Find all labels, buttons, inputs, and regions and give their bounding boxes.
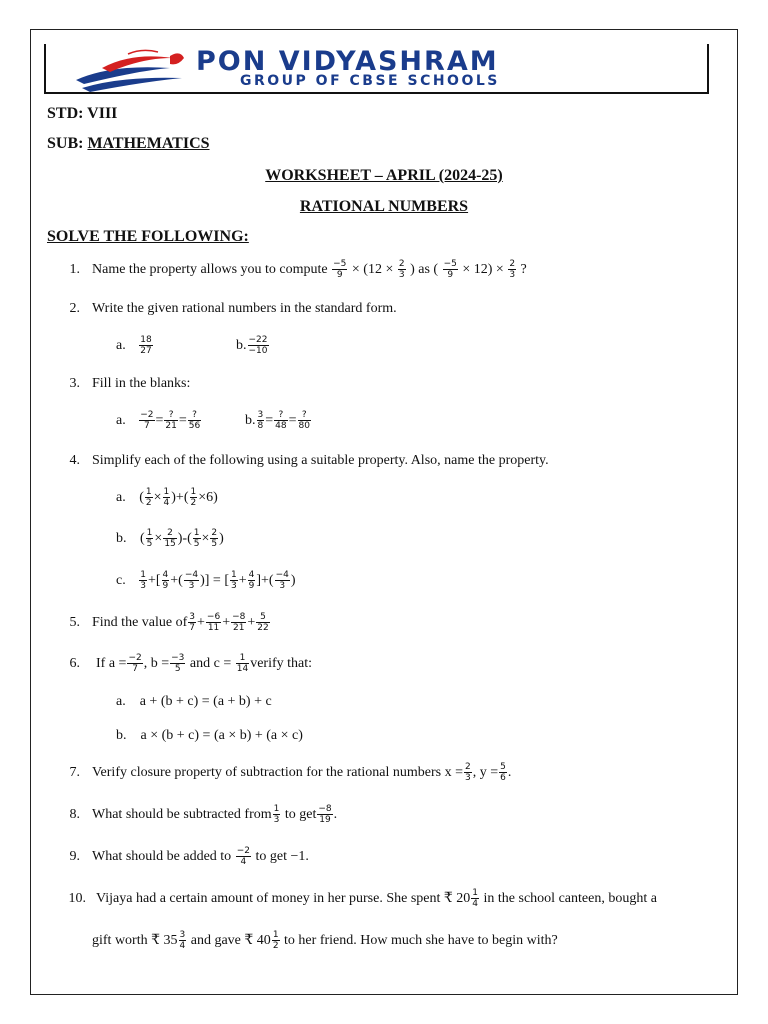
q1-fraction-4: $\frac{2}{3}$ (509, 259, 516, 281)
q4a-fraction-1: $\frac{1}{2}$ (145, 487, 152, 509)
q4-part-b: b. ( $\frac{1}{5}$ × $\frac{2}{15}$ )-( $\frac{1}{5}$ × $\frac{2}{5}$ ) (116, 528, 224, 550)
q4b-fraction-1: $\frac{1}{5}$ (146, 528, 153, 550)
q1-fraction-2: $\frac{2}{3}$ (398, 259, 405, 281)
q4-number: 4. (69, 453, 80, 468)
q4-part-a: a. ( $\frac{1}{2}$ × $\frac{1}{4}$ )+( $\frac{1}{2}$ ×6) (116, 487, 218, 509)
q10-number: 10. (68, 891, 86, 906)
q3-part-a: a. $\frac{-2}{7}$ = ? 21 = ? 56 (116, 410, 201, 432)
worksheet-title: WORKSHEET – APRIL (2024-25) (265, 167, 503, 184)
school-subtitle: GROUP OF CBSE SCHOOLS (240, 73, 500, 89)
q1-text (92, 258, 527, 282)
instruction: SOLVE THE FOLLOWING: (47, 228, 249, 245)
q1-fraction-3: $\frac{-5}{9}$ (443, 259, 457, 281)
q10-mixed-fraction-2: $\frac{3}{4}$ (179, 930, 186, 952)
topic-title: RATIONAL NUMBERS (299, 198, 469, 215)
q4a-fraction-3: $\frac{1}{2}$ (190, 487, 197, 509)
q2-fraction-a: $\frac{18}{27}$ (140, 335, 152, 357)
q1-number: 1. (69, 262, 80, 277)
q4c-fraction-4: $\frac{1}{3}$ (230, 570, 237, 592)
q3a-fraction-2: ? 21 (165, 410, 177, 432)
subject-line (47, 135, 210, 153)
q4c-fraction-3: $\frac{-4}{3}$ (184, 570, 199, 592)
school-header (44, 44, 709, 94)
q1-op-1: × (12 × (351, 262, 394, 277)
q8-fraction-1: $\frac{1}{3}$ (273, 804, 280, 826)
q6-fraction-c: $\frac{1}{14}$ (236, 653, 249, 675)
q2-number: 2. (69, 301, 80, 316)
q4-part-c: c. $\frac{1}{3}$ +[ $\frac{4}{9}$ +( $\frac{-4}{3}$ )] = [ $\frac{1}{3}$ + $\frac{4}{9}$ ]+( $\frac{-4}{3}$ ) (116, 570, 296, 592)
q1-op-2: ) as ( (410, 262, 439, 277)
q1-fraction-1: $\frac{-5}{9}$ (333, 259, 347, 281)
q2-fraction-b: $\frac{-22}{-10}$ (248, 335, 268, 357)
q2-part-b: b. $\frac{-22}{-10}$ (236, 335, 268, 357)
q5-fraction-1: $\frac{3}{7}$ (189, 612, 195, 634)
q8-number: 8. (69, 807, 80, 822)
q5-fraction-4: $\frac{5}{22}$ (257, 612, 269, 634)
q6-fraction-b: $\frac{-3}{5}$ (171, 653, 185, 675)
q6-text: If a = $\frac{-2}{7}$ , b = $\frac{-3}{5}$ and c = $\frac{1}{14}$ verify that: (96, 653, 312, 675)
q4-text: Simplify each of the following using a suitable property. Also, name the property. (92, 453, 549, 468)
q5-fraction-2: $\frac{-6}{11}$ (206, 612, 221, 634)
q5-text: Find the value of $\frac{3}{7}$ + $\frac{-6}{11}$ + $\frac{-8}{21}$ + $\frac{5}{22}$ (92, 612, 269, 634)
q10-line-2: gift worth ₹ 35 $\frac{3}{4}$ and gave ₹ 40 $\frac{1}{2}$ to her friend. How much she have to begin with? (92, 930, 558, 952)
q2-text: Write the given rational numbers in the standard form. (92, 301, 397, 316)
q7-fraction-x: $\frac{2}{3}$ (465, 762, 471, 784)
q4b-fraction-4: $\frac{2}{5}$ (211, 528, 218, 550)
q1-label: Name the property allows you to compute (92, 262, 328, 277)
q6-number: 6. (69, 656, 80, 671)
q4c-fraction-1: $\frac{1}{3}$ (140, 570, 146, 592)
q9-fraction-1: $\frac{-2}{4}$ (236, 846, 250, 868)
q9-text: What should be added to $\frac{-2}{4}$ to get −1. (92, 846, 309, 868)
q10-mixed-fraction-3: $\frac{1}{2}$ (272, 930, 279, 952)
std-label: STD: VIII (47, 105, 118, 122)
q6-part-a: a. a + (b + c) = (a + b) + c (116, 694, 272, 709)
q7-number: 7. (69, 765, 80, 780)
q3b-fraction-3: ? 80 (298, 410, 310, 432)
q7-text: Verify closure property of subtraction for the rational numbers x = $\frac{2}{3}$ , y = $\frac{5}{6}$ . (92, 762, 512, 784)
q8-fraction-2: $\frac{-8}{19}$ (318, 804, 332, 826)
q4c-fraction-2: $\frac{4}{9}$ (162, 570, 169, 592)
school-name: PON VIDYASHRAM (196, 46, 499, 77)
subject-label: SUB: (47, 135, 88, 152)
q4b-fraction-2: $\frac{2}{15}$ (164, 528, 176, 550)
q5-fraction-3: $\frac{-8}{21}$ (232, 612, 246, 634)
q1-op-3: × 12) × (462, 262, 504, 277)
q9-number: 9. (69, 849, 80, 864)
q3a-fraction-1: $\frac{-2}{7}$ (140, 410, 154, 432)
q2-part-a: a. $\frac{18}{27}$ (116, 335, 152, 357)
q7-fraction-y: $\frac{5}{6}$ (500, 762, 506, 784)
q4c-fraction-5: $\frac{4}{9}$ (248, 570, 255, 592)
subject-value: MATHEMATICS (87, 135, 210, 152)
q3-part-b: b. $\frac{3}{8}$ = ? 48 = ? 80 (245, 410, 310, 432)
q6-fraction-a: $\frac{-2}{7}$ (128, 653, 142, 675)
q3-text: Fill in the blanks: (92, 376, 191, 391)
q4a-fraction-2: $\frac{1}{4}$ (163, 487, 170, 509)
q4c-fraction-6: $\frac{-4}{3}$ (275, 570, 289, 592)
q5-number: 5. (69, 615, 80, 630)
q3a-fraction-3: ? 56 (188, 410, 201, 432)
q4b-fraction-3: $\frac{1}{5}$ (193, 528, 200, 550)
q8-text: What should be subtracted from $\frac{1}{3}$ to get $\frac{-8}{19}$ . (92, 804, 338, 826)
q1-op-4: ? (520, 262, 527, 277)
q10-line-1: Vijaya had a certain amount of money in her purse. She spent ₹ 20 $\frac{1}{4}$ in the school canteen, bought a (96, 888, 657, 910)
q10-mixed-fraction-1: $\frac{1}{4}$ (472, 888, 479, 910)
q6-part-b: b. a × (b + c) = (a × b) + (a × c) (116, 728, 303, 743)
q3b-fraction-2: ? 48 (275, 410, 287, 432)
q3b-fraction-1: $\frac{3}{8}$ (257, 410, 264, 432)
q3-number: 3. (69, 376, 80, 391)
